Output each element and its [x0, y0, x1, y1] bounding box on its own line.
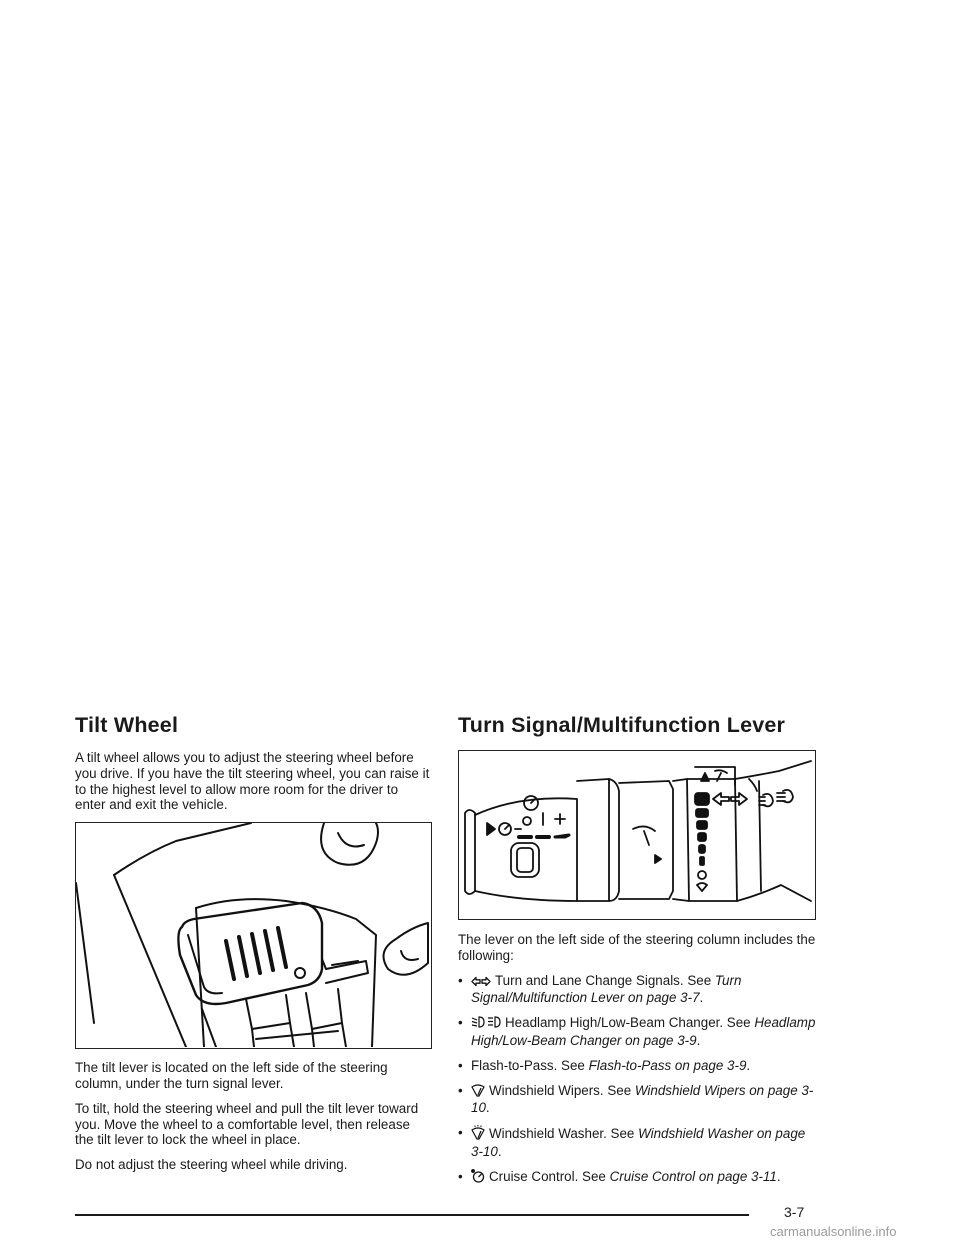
- tilt-warning: Do not adjust the steering wheel while driving.: [75, 1157, 348, 1173]
- turn-signal-section: [458, 712, 816, 1196]
- item-reference: Flash-to-Pass on page 3-9: [588, 1057, 747, 1073]
- item-text: Headlamp High/Low-Beam Changer. See: [505, 1015, 755, 1031]
- item-reference: Turn Signal/Multifunction Lever on page 3-7: [471, 972, 742, 1006]
- lever-features-list: [458, 973, 816, 1187]
- item-text: Turn and Lane Change Signals. See: [495, 972, 715, 988]
- bullet-icon: •: [458, 1057, 463, 1073]
- list-item: • Flash-to-Pass. See Flash-to-Pass on page 3-9.: [458, 1057, 751, 1073]
- item-reference: Windshield Washer on page 3-10: [471, 1126, 806, 1159]
- tilt-lever-illustration: [75, 822, 432, 1049]
- tilt-instructions: To tilt, hold the steering wheel and pull the tilt lever toward you. Move the wheel to a comfortable level, then release the tilt lever to lock the wheel in place.: [75, 1100, 419, 1148]
- tilt-lever-location: The tilt lever is located on the left side of the steering column, under the turn signal lever.: [75, 1060, 388, 1091]
- item-reference: Windshield Wipers on page 3-10: [471, 1082, 814, 1116]
- headlamp-beam-icon: [471, 1015, 501, 1033]
- list-item: • Windshield Washer. See Windshield Washer on page 3-10.: [458, 1125, 806, 1159]
- list-item: • Headlamp High/Low-Beam Changer. See Headlamp High/Low-Beam Changer on page 3-9.: [458, 1015, 816, 1048]
- tilt-wheel-intro: A tilt wheel allows you to adjust the steering wheel before you drive. If you have the tilt steering wheel, you can raise it to the highest level to allow more room for the driver to enter and exit the vehicle.: [75, 750, 430, 813]
- watermark: carmanualsonline.info: [770, 1224, 897, 1239]
- item-text: Flash-to-Pass. See: [471, 1057, 589, 1073]
- bullet-icon: •: [458, 1082, 463, 1098]
- tilt-lever-drawing: [76, 823, 430, 1047]
- windshield-wiper-icon: [471, 1084, 485, 1101]
- item-reference: Headlamp High/Low-Beam Changer on page 3-9: [471, 1015, 816, 1048]
- list-item: • Cruise Control. See Cruise Control on page 3-11.: [458, 1169, 816, 1187]
- bullet-icon: •: [458, 1125, 463, 1141]
- turn-signal-arrows-icon: [471, 975, 491, 991]
- bullet-icon: •: [458, 972, 463, 988]
- multifunction-lever-illustration: [458, 750, 816, 920]
- multifunction-lever-drawing: [459, 751, 814, 918]
- bullet-icon: •: [458, 1015, 463, 1031]
- item-reference: Cruise Control on page 3-11: [609, 1168, 777, 1184]
- item-text: Cruise Control. See: [489, 1168, 610, 1184]
- turn-signal-heading: Turn Signal/Multifunction Lever: [458, 713, 786, 737]
- footer-rule: [75, 1214, 749, 1216]
- list-item: • Windshield Wipers. See Windshield Wipers on page 3-10.: [458, 1082, 814, 1116]
- windshield-washer-icon: [471, 1125, 485, 1144]
- page-number: 3-7: [784, 1204, 805, 1220]
- cruise-control-icon: [471, 1169, 485, 1187]
- bullet-icon: •: [458, 1168, 463, 1184]
- list-item: • Turn and Lane Change Signals. See Turn Signal/Multifunction Lever on page 3-7.: [458, 972, 742, 1006]
- item-text: Windshield Washer. See: [489, 1126, 639, 1142]
- tilt-wheel-heading: Tilt Wheel: [75, 713, 179, 737]
- turn-signal-intro: The lever on the left side of the steering column includes the following:: [458, 932, 816, 963]
- item-text: Windshield Wipers. See: [489, 1082, 635, 1098]
- tilt-wheel-section: [75, 712, 432, 1182]
